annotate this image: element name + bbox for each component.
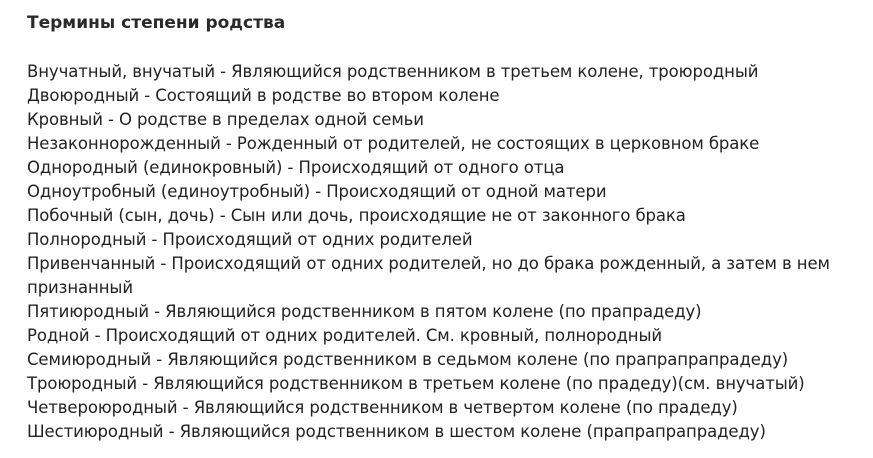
term-name: Привенчанный [27, 254, 156, 273]
term-separator: - [310, 182, 327, 201]
term-definition: Происходящий от одной матери [326, 182, 607, 201]
term-separator: - [148, 302, 166, 321]
term-separator: - [177, 398, 194, 417]
term-entry [27, 108, 867, 132]
term-separator: - [220, 134, 237, 153]
term-name: Одноутробный (единоутробный) [27, 182, 311, 201]
term-entry [27, 348, 867, 372]
term-separator: - [214, 206, 231, 225]
document [27, 12, 867, 444]
term-definition: Являющийся родственником в третьем колене, троюродный [231, 62, 759, 81]
term-entry [27, 324, 867, 348]
term-entry [27, 60, 867, 84]
term-name: Полнородный [27, 230, 147, 249]
term-definition: Происходящий от одного отца [298, 158, 565, 177]
term-separator: - [282, 158, 299, 177]
term-separator: - [89, 326, 106, 345]
term-name: Семиюродный [27, 350, 152, 369]
term-separator: - [102, 110, 120, 129]
term-name: Внучатный, внучатый [27, 62, 215, 81]
term-name: Однородный (единокровный) [27, 158, 283, 177]
term-entry [27, 84, 867, 108]
term-entry [27, 204, 867, 228]
term-definition: Сын или дочь, происходящие не от законного брака [230, 206, 686, 225]
term-entry [27, 132, 867, 156]
term-name: Кровный [27, 110, 103, 129]
term-name: Четвероюродный [27, 398, 178, 417]
term-definition: Являющийся родственником в четвертом колене (по прадеду) [193, 398, 738, 417]
term-separator: - [139, 86, 156, 105]
term-definition: О родстве в пределах одной семьи [119, 110, 424, 129]
term-entry [27, 372, 867, 396]
term-separator: - [155, 254, 172, 273]
term-entry [27, 156, 867, 180]
term-definition: Являющийся родственником в седьмом колене (по прапрапрапрадеду) [167, 350, 789, 369]
term-entry [27, 396, 867, 420]
terms-list [27, 60, 867, 444]
page-title: Термины степени родства [27, 13, 286, 33]
term-name: Родной [27, 326, 90, 345]
term-definition: Состоящий в родстве во втором колене [155, 86, 500, 105]
term-entry [27, 252, 867, 300]
term-name: Пятиюродный [27, 302, 149, 321]
term-name: Троюродный [27, 374, 138, 393]
term-separator: - [214, 62, 232, 81]
term-entry [27, 228, 867, 252]
term-entry [27, 300, 867, 324]
term-definition: Являющийся родственником в третьем колене (по прадеду)(см. внучатый) [153, 374, 805, 393]
term-definition: Являющийся родственником в шестом колене (прапрапрапрадеду) [179, 422, 766, 441]
term-separator: - [151, 350, 168, 369]
term-name: Двоюродный [27, 86, 140, 105]
term-name: Побочный (сын, дочь) [27, 206, 215, 225]
term-definition: Рожденный от родителей, не состоящих в церковном браке [236, 134, 760, 153]
term-definition: Происходящий от одних родителей. См. кровный, полнородный [105, 326, 663, 345]
term-name: Незаконнорожденный [27, 134, 221, 153]
term-separator: - [163, 422, 180, 441]
term-definition: Происходящий от одних родителей [162, 230, 473, 249]
term-entry [27, 180, 867, 204]
term-definition: Происходящий от одних родителей, но до брака рожденный, а затем в нем признанный [27, 254, 830, 297]
term-separator: - [146, 230, 163, 249]
term-name: Шестиюродный [27, 422, 164, 441]
term-separator: - [137, 374, 154, 393]
term-entry [27, 420, 867, 444]
term-definition: Являющийся родственником в пятом колене (по прапрадеду) [165, 302, 702, 321]
